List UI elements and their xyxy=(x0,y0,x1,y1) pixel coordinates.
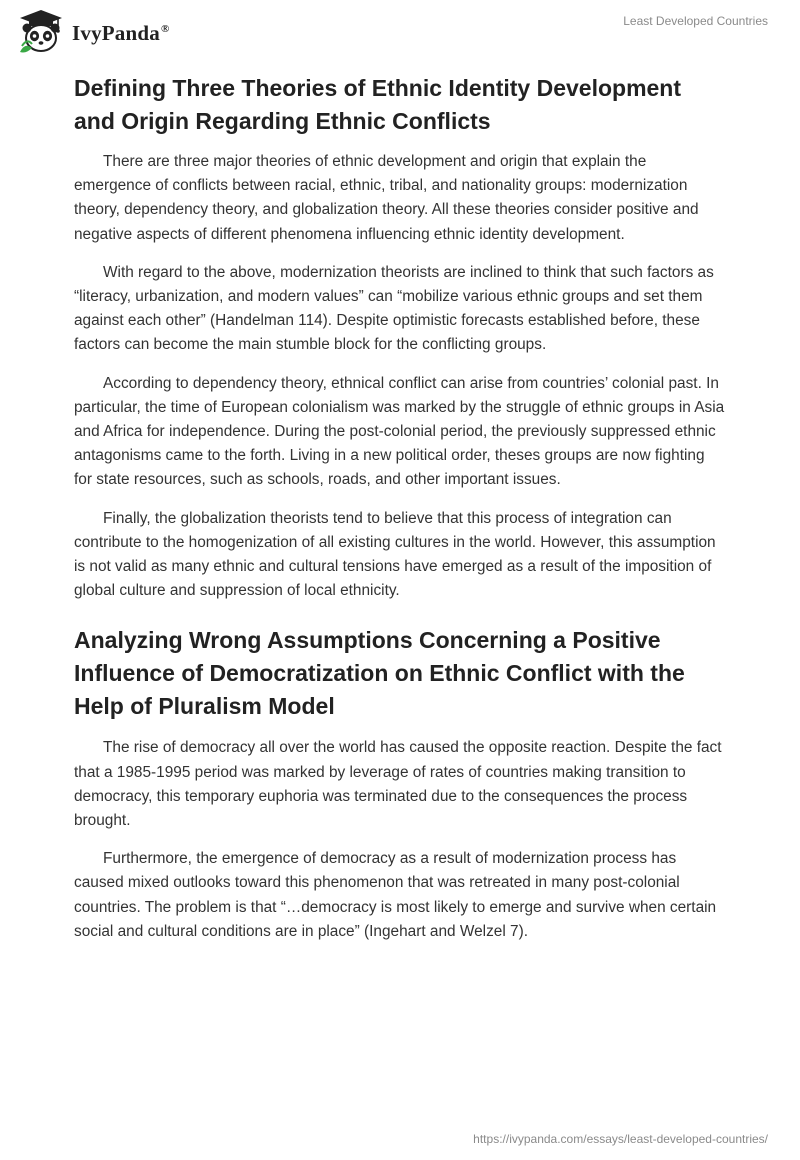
paragraph: Finally, the globalization theorists tend to believe that this process of integration can contribute to the homogenization of all existing cultures in the world. However, this assumption is not valid as many ethnic and cultural tensions have emerged as a result of the imposition of global culture and suppression of local ethnicity. xyxy=(74,509,716,600)
ivypanda-logo[interactable] xyxy=(16,8,169,56)
page-header xyxy=(0,0,800,62)
paragraph: Furthermore, the emergence of democracy as a result of modernization process has caused mixed outlooks toward this phenomenon that was retreated in many post-colonial countries. The problem is that “…democracy is most likely to emerge and survive when certain social and cultural conditions are in place” (Ingehart and Welzel 7). xyxy=(74,850,717,940)
panda-logo-icon xyxy=(16,8,66,56)
brand-name: IvyPanda® xyxy=(72,20,170,45)
registered-mark: ® xyxy=(160,22,170,35)
source-url[interactable]: https://ivypanda.com/essays/least-developed-countries/ xyxy=(473,1132,768,1146)
essay-content xyxy=(74,72,726,958)
paragraph: There are three major theories of ethnic development and origin that explain the emergence of conflicts between racial, ethnic, tribal, and nationality groups: modernization theory, dependency theory, and globalization theory. All these theories consider positive and negative aspects of different phenomena influencing ethnic identity development. xyxy=(74,153,699,243)
section-heading: Defining Three Theories of Ethnic Identity Development and Origin Regarding Ethnic Conflicts xyxy=(74,75,682,134)
paragraph: With regard to the above, modernization theorists are inclined to think that such factors as “literacy, urbanization, and modern values” can “mobilize various ethnic groups and set them against each other” (Handelman 114). Despite optimistic forecasts established before, these factors can become the main stumble block for the conflicting groups. xyxy=(74,263,714,354)
document-title: Least Developed Countries xyxy=(623,14,768,28)
section-heading: Analyzing Wrong Assumptions Concerning a Positive Influence of Democratization on Ethnic Conflict with the Help of Pluralism Model xyxy=(74,627,685,720)
paragraph: According to dependency theory, ethnical conflict can arise from countries’ colonial past. In particular, the time of European colonialism was marked by the struggle of ethnic groups in Asia and Africa for independence. During the post-colonial period, the previously suppressed ethnic antagonisms came to the forth. Living in a new political order, theses groups are now fighting for state resources, such as schools, roads, and other important issues. xyxy=(74,374,725,489)
paragraph: The rise of democracy all over the world has caused the opposite reaction. Despite the fact that a 1985-1995 period was marked by leverage of rates of countries making transition to democracy, this temporary euphoria was terminated due to the consequences the process brought. xyxy=(74,739,722,830)
